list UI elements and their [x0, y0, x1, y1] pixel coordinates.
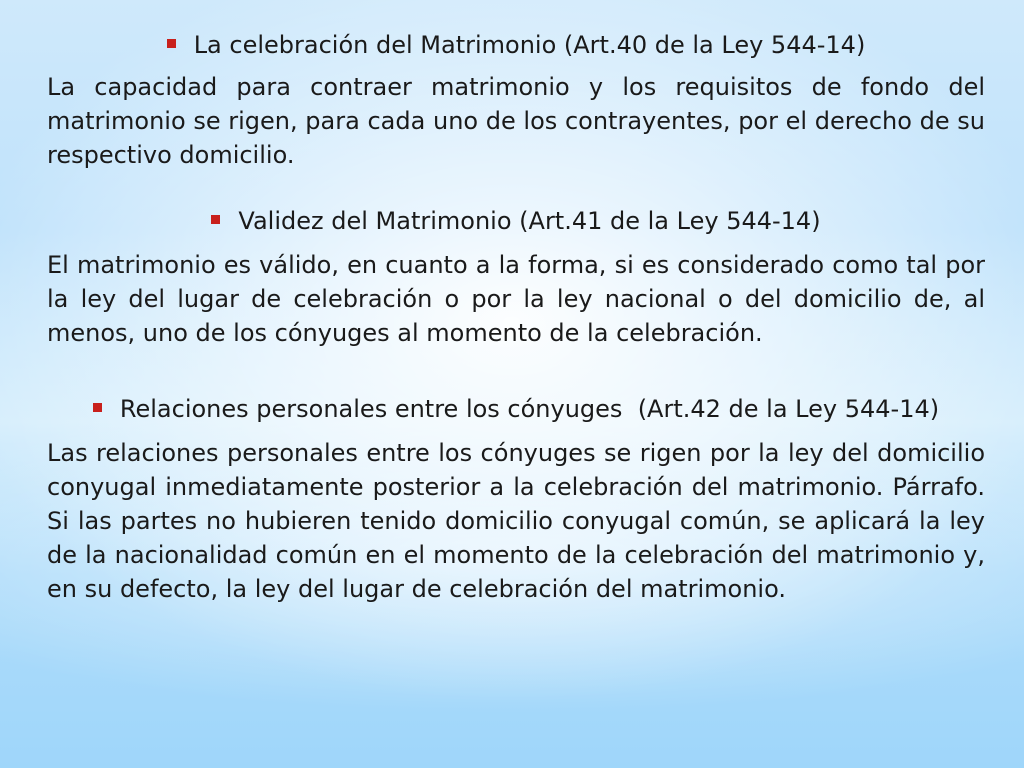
section-heading-art42	[47, 392, 985, 426]
heading-text: Validez del Matrimonio (Art.41 de la Ley 544-14)	[238, 207, 821, 235]
heading-text: La celebración del Matrimonio (Art.40 de la Ley 544-14)	[193, 31, 866, 59]
section-body-art41: El matrimonio es válido, en cuanto a la forma, si es considerado como tal por la ley del lugar de celebración o por la ley nacional o del domicilio de, al menos, uno de los cónyuges al momento de la celebración.	[47, 251, 985, 347]
slide-content	[47, 26, 985, 606]
heading-text: Relaciones personales entre los cónyuges (Art.42 de la Ley 544-14)	[119, 395, 940, 423]
square-bullet-icon	[167, 39, 176, 48]
square-bullet-icon	[93, 403, 102, 412]
square-bullet-icon	[211, 215, 220, 224]
section-heading-art41	[47, 204, 985, 238]
section-body-art42: Las relaciones personales entre los cónyuges se rigen por la ley del domicilio conyugal inmediatamente posterior a la celebración del matrimonio. Párrafo. Si las partes no hubieren tenido domicilio conyugal común, se aplicará la ley de la nacionalidad común en el momento de la celebración del matrimonio y, en su defecto, la ley del lugar de celebración del matrimonio.	[47, 439, 985, 603]
section-heading-art40	[47, 28, 985, 62]
section-body-art40: La capacidad para contraer matrimonio y los requisitos de fondo del matrimonio se rigen, para cada uno de los contrayentes, por el derecho de su respectivo domicilio.	[47, 73, 985, 169]
